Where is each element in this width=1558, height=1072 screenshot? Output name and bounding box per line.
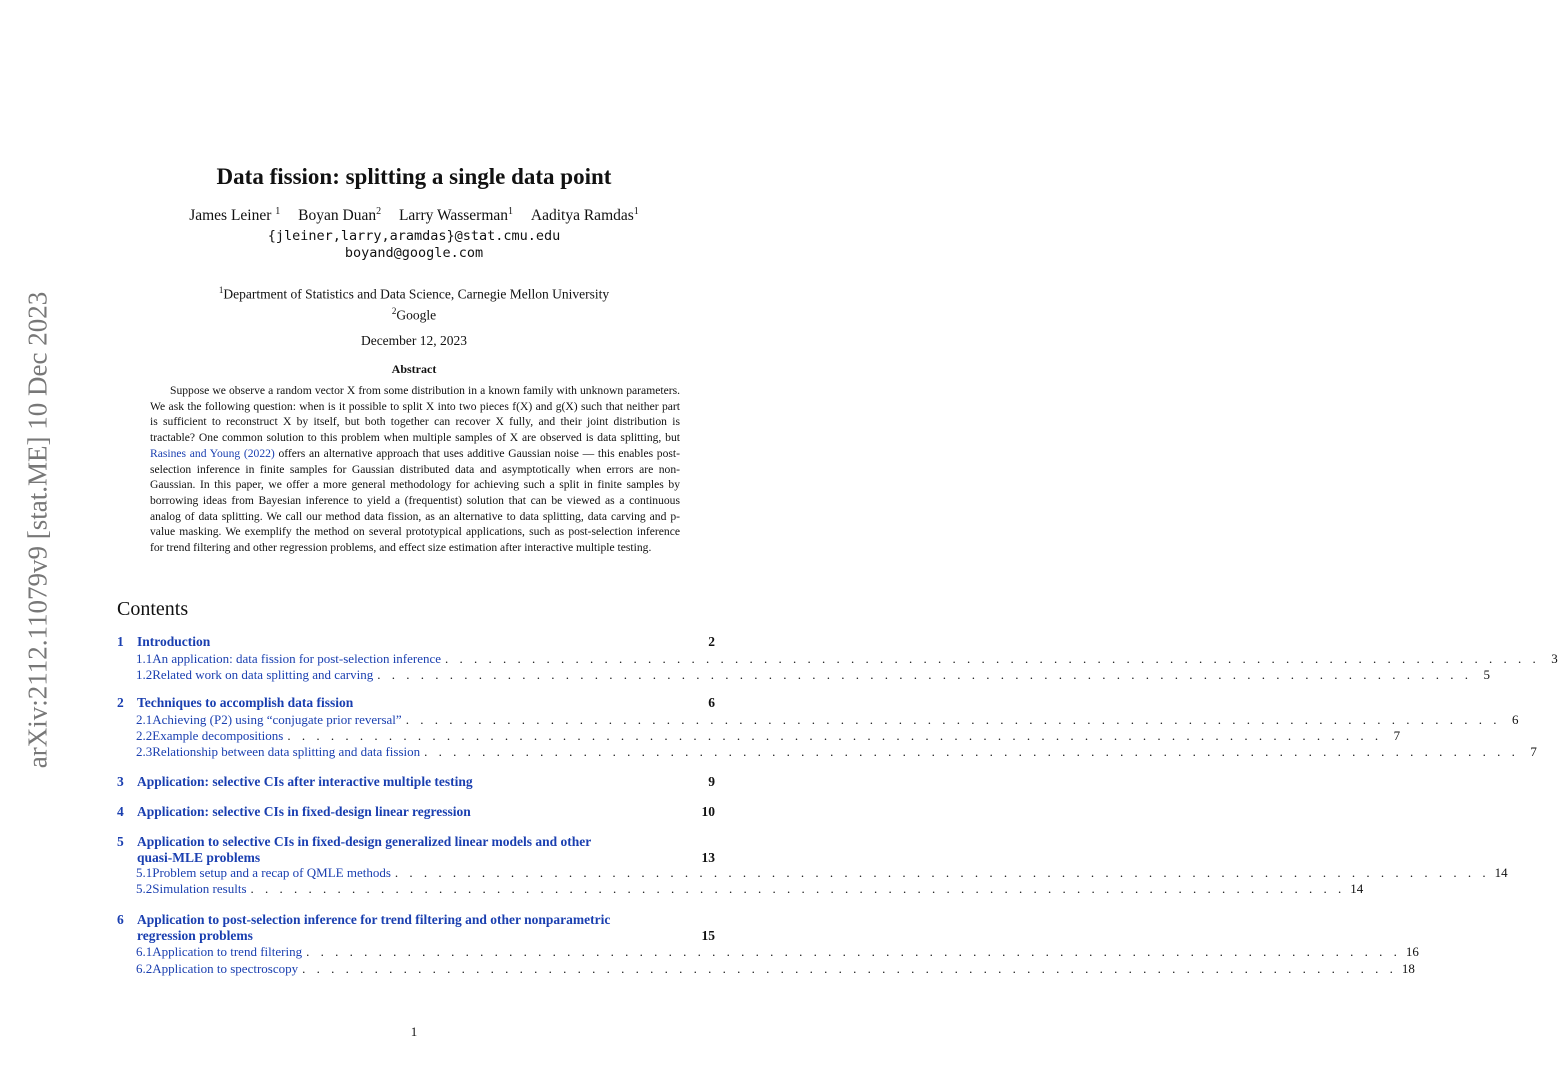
- toc-leader-dots: . . . . . . . . . . . . . . . . . . . . . . . . . . . . . . . . . . . . . . . . . . . . . . . . . . . . . . . . . . . . . . . . . . . . . . . . . . . .: [424, 744, 1519, 759]
- toc-subentry[interactable]: [117, 881, 1364, 897]
- toc-leader-dots: . . . . . . . . . . . . . . . . . . . . . . . . . . . . . . . . . . . . . . . . . . . . . . . . . . . . . . . . . . . . . . . . . . . . . . . . . . . .: [250, 881, 1346, 896]
- toc-title[interactable]: Introduction: [137, 634, 211, 649]
- toc-number: 1.1: [136, 651, 153, 666]
- toc-leader-dots: . . . . . . . . . . . . . . . . . . . . . . . . . . . . . . . . . . . . . . . . . . . . . . . . . . . . . . . . . . . . . . . . . . . . . . . . . . . .: [287, 728, 1383, 743]
- toc-entry[interactable]: [117, 774, 715, 790]
- toc-leader-dots: . . . . . . . . . . . . . . . . . . . . . . . . . . . . . . . . . . . . . . . . . . . . . . . . . . . . . . . . . . . . . . . . . . . . . . . . . . . .: [405, 712, 1501, 727]
- toc-number: 6.2: [136, 961, 153, 976]
- toc-page: 6: [708, 695, 715, 710]
- toc-leader-dots: . . . . . . . . . . . . . . . . . . . . . . . . . . . . . . . . . . . . . . . . . . . . . . . . . . . . . . . . . . . . . . . . . . . . . . . . . . . .: [394, 865, 1490, 880]
- citation-link[interactable]: Rasines and Young (2022): [150, 446, 275, 460]
- toc-subentry[interactable]: [117, 667, 1490, 683]
- paper-date: December 12, 2023: [360, 333, 468, 348]
- toc-number: 4: [117, 804, 124, 819]
- affiliation: $^2$Google: [391, 305, 437, 322]
- toc-title[interactable]: regression problems: [137, 928, 253, 943]
- abstract-heading: Abstract: [391, 362, 437, 376]
- toc-entry-continued[interactable]: [117, 850, 715, 866]
- toc-title[interactable]: quasi-MLE problems: [137, 850, 261, 865]
- toc-subentry[interactable]: [117, 944, 1419, 960]
- toc-title[interactable]: Simulation results: [152, 881, 247, 896]
- toc-entry[interactable]: [117, 834, 715, 850]
- toc-page: 9: [708, 774, 715, 789]
- toc-title[interactable]: Application to selective CIs in fixed-design generalized linear models and other: [137, 834, 592, 849]
- toc-title[interactable]: An application: data fission for post-selection inference: [152, 651, 442, 666]
- toc-subentry[interactable]: [117, 865, 1508, 881]
- author-list: [0, 206, 828, 225]
- affiliations: [0, 282, 828, 323]
- toc-entry[interactable]: [117, 804, 715, 820]
- toc-number: 1: [117, 634, 124, 649]
- toc-page: 7: [1393, 728, 1401, 743]
- toc-number: 2.3: [136, 744, 153, 759]
- author: Boyan Duan$^2$: [298, 206, 382, 225]
- toc-title[interactable]: Problem setup and a recap of QMLE methods: [152, 865, 391, 880]
- contents-heading: Contents: [117, 598, 189, 620]
- abstract-text: Suppose we observe a random vector X from some distribution in a known family with unknown parameters. We ask the following question: when is it possible to split X into two pieces f(X) and g(X) such that neither part is sufficient to reconstruct X by itself, but both together can recover X fully, and their joint distribution is tractable? One common solution to this problem when multiple samples of X are observed is data splitting, but Rasines and Young (2022) offers an alternative approach that uses additive Gaussian noise — this enables post-selection inference in finite samples for Gaussian distributed data and asymptotically when errors are non-Gaussian. In this paper, we offer a more general methodology for achieving such a split in finite samples by borrowing ideas from Bayesian inference to yield a (frequentist) solution that can be viewed as a continuous analog of data splitting. We call our method data fission, as an alternative to data splitting, data carving and p-value masking. We exemplify the method on several prototypical applications, such as post-selection inference for trend filtering and other regression problems, and effect size estimation after interactive multiple testing.: [150, 384, 680, 555]
- toc-number: 2: [117, 695, 124, 710]
- author-emails: [0, 228, 828, 262]
- toc-number: 6: [117, 912, 124, 927]
- toc-title[interactable]: Application to post-selection inference for trend filtering and other nonparametric: [137, 912, 611, 927]
- toc-page: 18: [1401, 961, 1415, 976]
- toc-page: 10: [701, 804, 715, 819]
- arxiv-sidebar: [18, 280, 58, 780]
- toc-page: 14: [1350, 881, 1364, 896]
- toc-page: 13: [701, 850, 715, 865]
- toc-title[interactable]: Related work on data splitting and carving: [152, 667, 374, 682]
- toc-page: 3: [1551, 651, 1558, 666]
- affiliation: $^1$Department of Statistics and Data Science, Carnegie Mellon University: [218, 285, 610, 302]
- toc-subentry[interactable]: [117, 712, 1519, 728]
- toc-entry-continued[interactable]: [117, 928, 715, 944]
- author: James Leiner $^1$: [189, 206, 281, 225]
- toc-leader-dots: . . . . . . . . . . . . . . . . . . . . . . . . . . . . . . . . . . . . . . . . . . . . . . . . . . . . . . . . . . . . . . . . . . . . . . . . . . . .: [377, 667, 1472, 682]
- paper-title: Data fission: splitting a single data point: [216, 164, 612, 189]
- toc-title[interactable]: Relationship between data splitting and data fission: [152, 744, 421, 759]
- toc-page: 5: [1483, 667, 1490, 682]
- toc-title[interactable]: Application to spectroscopy: [152, 961, 299, 976]
- toc-page: 2: [708, 634, 715, 649]
- toc-number: 5.1: [136, 865, 153, 880]
- email-line: boyand@google.com: [344, 245, 484, 261]
- toc-page: 7: [1530, 744, 1537, 759]
- toc-subentry[interactable]: [117, 961, 1415, 977]
- email-line: {jleiner,larry,aramdas}@stat.cmu.edu: [267, 228, 561, 244]
- toc-entry[interactable]: [117, 634, 715, 650]
- toc-title[interactable]: Achieving (P2) using “conjugate prior reversal”: [152, 712, 402, 727]
- toc-leader-dots: . . . . . . . . . . . . . . . . . . . . . . . . . . . . . . . . . . . . . . . . . . . . . . . . . . . . . . . . . . . . . . . . . . . . . . . . . . . .: [445, 651, 1540, 666]
- toc-title[interactable]: Example decompositions: [152, 728, 284, 743]
- toc-page: 14: [1494, 865, 1508, 880]
- toc-subentry[interactable]: [117, 728, 1401, 744]
- toc-page: 15: [701, 928, 715, 943]
- toc-number: 2.2: [136, 728, 153, 743]
- toc-leader-dots: . . . . . . . . . . . . . . . . . . . . . . . . . . . . . . . . . . . . . . . . . . . . . . . . . . . . . . . . . . . . . . . . . . . . . . . . . . . .: [302, 961, 1397, 976]
- toc-title[interactable]: Techniques to accomplish data fission: [137, 695, 354, 710]
- toc-leader-dots: . . . . . . . . . . . . . . . . . . . . . . . . . . . . . . . . . . . . . . . . . . . . . . . . . . . . . . . . . . . . . . . . . . . . . . . . . . . .: [306, 944, 1401, 959]
- toc-number: 6.1: [136, 944, 153, 959]
- toc-number: 1.2: [136, 667, 153, 682]
- toc-number: 3: [117, 774, 124, 789]
- toc-title[interactable]: Application: selective CIs after interactive multiple testing: [137, 774, 473, 789]
- toc-title[interactable]: Application: selective CIs in fixed-design linear regression: [137, 804, 471, 819]
- toc-page: 6: [1511, 712, 1519, 727]
- toc-entry[interactable]: [117, 912, 715, 928]
- toc-number: 2.1: [136, 712, 153, 727]
- author: Aaditya Ramdas$^1$: [530, 206, 639, 225]
- toc-subentry[interactable]: [117, 651, 1558, 667]
- toc-entry[interactable]: [117, 695, 715, 711]
- toc-number: 5: [117, 834, 124, 849]
- page-number: 1: [410, 1024, 418, 1039]
- arxiv-identifier: arXiv:2112.11079v9 [stat.ME] 10 Dec 2023: [22, 291, 53, 769]
- toc-number: 5.2: [136, 881, 153, 896]
- toc-subentry[interactable]: [117, 744, 1537, 760]
- author: Larry Wasserman$^1$: [398, 206, 514, 225]
- toc-page: 16: [1405, 944, 1419, 959]
- toc-title[interactable]: Application to trend filtering: [152, 944, 303, 959]
